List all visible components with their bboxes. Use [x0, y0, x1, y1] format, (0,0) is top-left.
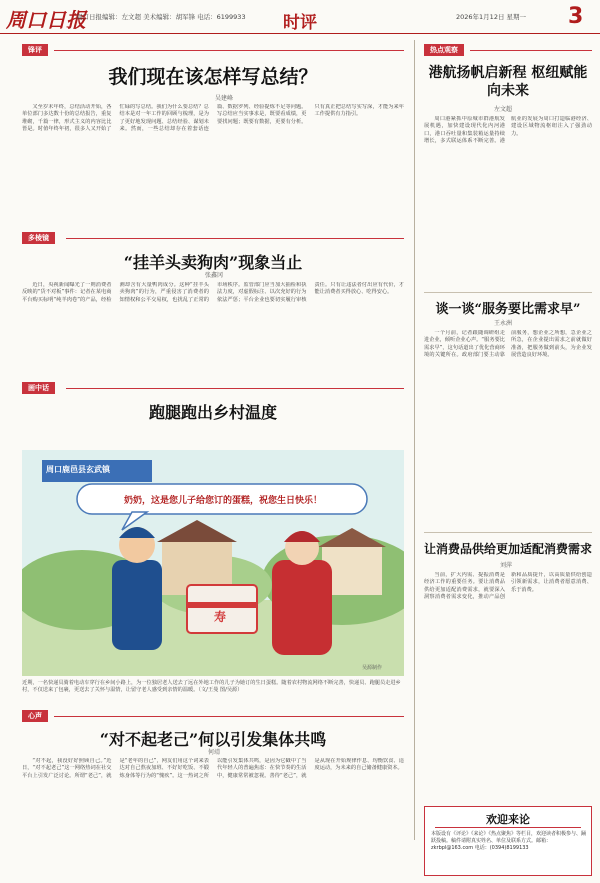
tag-rule [470, 50, 592, 51]
tag-xin-sheng: 心声 [22, 710, 48, 722]
article1-title: 我们现在该怎样写总结？ [108, 66, 318, 88]
courier-figure [112, 560, 162, 650]
article2-title: “挂羊头卖狗肉”现象当止 [123, 253, 303, 272]
tag-rule [54, 50, 404, 51]
divider-rule [424, 532, 592, 533]
tag-rule [66, 388, 404, 389]
cartoon-artist: 吴源制作 [362, 665, 383, 671]
page-number: 3 [568, 4, 584, 29]
feedback-title: 欢迎来论 [486, 813, 530, 826]
cartoon-title: 周口鹿邑县玄武镇 [46, 465, 110, 474]
tag-rule [66, 238, 404, 239]
editor-meta: 周口日报编辑：左文超 美术编辑：胡军锋 电话：6199933 [76, 13, 246, 21]
article4-body: “对不起，我没好好照顾自己。”近日，“对不起老己”这一网络热词在社交平台上引发广泛讨论。所谓“老己”，就是“老年的自己”，网友们用这个词来表达对自己熬夜加班、不好好吃饭、不锻炼身体等行为的“愧疚”。这一热词之所以能引发集体共鸣，是因为它戳中了当代年轻人的普遍焦虑：在快节奏的生活中，健康常常被忽视。善待“老己”，就是从现在开始规律作息、均衡饮食、适度运动，为未来的自己储备健康资本。 [22, 758, 404, 779]
article4-title: “对不起老己”何以引发集体共鸣 [99, 730, 327, 749]
cartoon-illustration [22, 450, 404, 676]
feedback-rule [435, 827, 581, 828]
article1-body: 又至岁末年终，总结活动开始，各单位部门多达数十份的总结报告，重复堆砌，千篇一律，形式主义的内容比比皆是。时值年终年初，很多人又开始了忙碌的写总结。我们为什么要总结？总结本是对一年工作的回顾与梳理，是为了更好地发现问题、总结经验、谋划未来。然而，一些总结却存在着套话连篇、数据罗列、经验提炼不足等问题。写总结应当实事求是，既要看成绩，更要找问题；既要有数据，更要有分析。只有真正把总结写实写深，才能为来年工作提供有力指引。 [22, 104, 404, 132]
article1-byline: 吴建峰 [215, 95, 234, 102]
article2-byline: 张鑫冈 [205, 272, 224, 279]
tag-feng-ping: 锋评 [22, 44, 48, 56]
tag-hua-zhong-hua: 画中话 [22, 382, 55, 394]
article4-byline: 何靖 [208, 749, 221, 756]
article2-body: 近日，央视新闻曝光了一则消费者反映的“货不对板”事件：记者在某电商平台购买标明“纯羊肉卷”的产品，经检测却含有大量鸭肉成分。这种“挂羊头卖狗肉”的行为，严重侵害了消费者的知情权和公平交易权，也扰乱了正常的市场秩序。监管部门应当加大抽检和执法力度，对虚假标注、以次充好的行为依法严惩；平台企业也要切实履行审核责任。只有让违法者付出应有代价，才能让消费者买得放心、吃得安心。 [22, 282, 404, 303]
cartoon-svg [22, 450, 404, 676]
article7-body: 当前，扩大内需、提振消费是经济工作的重要任务。要让消费品供给更加适配消费需求，就要深入洞察消费者需求变化，推动产品创新和品质提升，以高质量供给创造引领新需求，让消费者愿意消费、乐于消费。 [424, 572, 592, 600]
cake-label: 寿 [214, 610, 227, 624]
grandmother-figure [272, 560, 332, 655]
tag-rule [54, 716, 404, 717]
article5-byline: 左文超 [494, 106, 513, 113]
article6-body: 一个月前，记者跟随调研组走进企业，倾听企业心声。“服务要比需求早”，这句话道出了优化营商环境的关键所在。政府部门要主动靠前服务，想企业之所想，急企业之所急，在企业提出需求之前就做好准备，把服务做到前头，为企业发展营造良好环境。 [424, 330, 592, 358]
speech-text: 奶奶，这是您儿子给您订的蛋糕，祝您生日快乐！ [123, 496, 322, 506]
article5-title: 港航扬帆启新程 枢纽赋能向未来 [428, 65, 588, 99]
article5-body: 周口港紧抓中原城市群港航发展机遇，加快建设现代化内河港口，港口吞吐量和集装箱运量持续增长，多式联运体系不断完善。港航业的发展为周口打造临港经济、建设区域物流枢纽注入了强劲动力。 [424, 116, 592, 144]
tag-re-dian: 热点观察 [424, 44, 464, 56]
feedback-box [424, 806, 592, 876]
article7-title: 让消费品供给更加适配消费需求 [424, 542, 593, 556]
article3-title: 跑腿跑出乡村温度 [148, 403, 277, 422]
issue-date: 2026年1月12日 星期一 [456, 13, 527, 21]
section-title: 时评 [283, 13, 317, 33]
divider-rule [424, 292, 592, 293]
tag-duo-wei-du: 多棱镜 [22, 232, 55, 244]
article7-byline: 刘萍 [500, 562, 513, 569]
newspaper-logo: 周口日报 [6, 8, 86, 32]
article6-byline: 王永洲 [494, 320, 513, 327]
article6-title: 谈一谈“服务要比需求早” [435, 302, 581, 317]
column-divider [414, 40, 415, 840]
masthead [0, 0, 600, 34]
feedback-text: 本版设有《评论》《来论》《热点聚焦》等栏目，欢迎读者积极参与、踊跃投稿。稿件请附真实姓名、单位及联系方式。邮箱：zkrbpl@163.com 电话：(0394)8199133 [431, 831, 587, 851]
cartoon-caption: 近期，一名快递员骑着电动车穿行在乡间小路上，为一位独居老人送去了远在外地工作的儿子为她订的生日蛋糕。随着农村物流网络不断完善，快递员、跑腿员走进乡村，不仅送来了包裹，更送去了关怀与温情，让留守老人感受到亲情的温暖。（文/王曼 图/吴源） [22, 680, 401, 693]
